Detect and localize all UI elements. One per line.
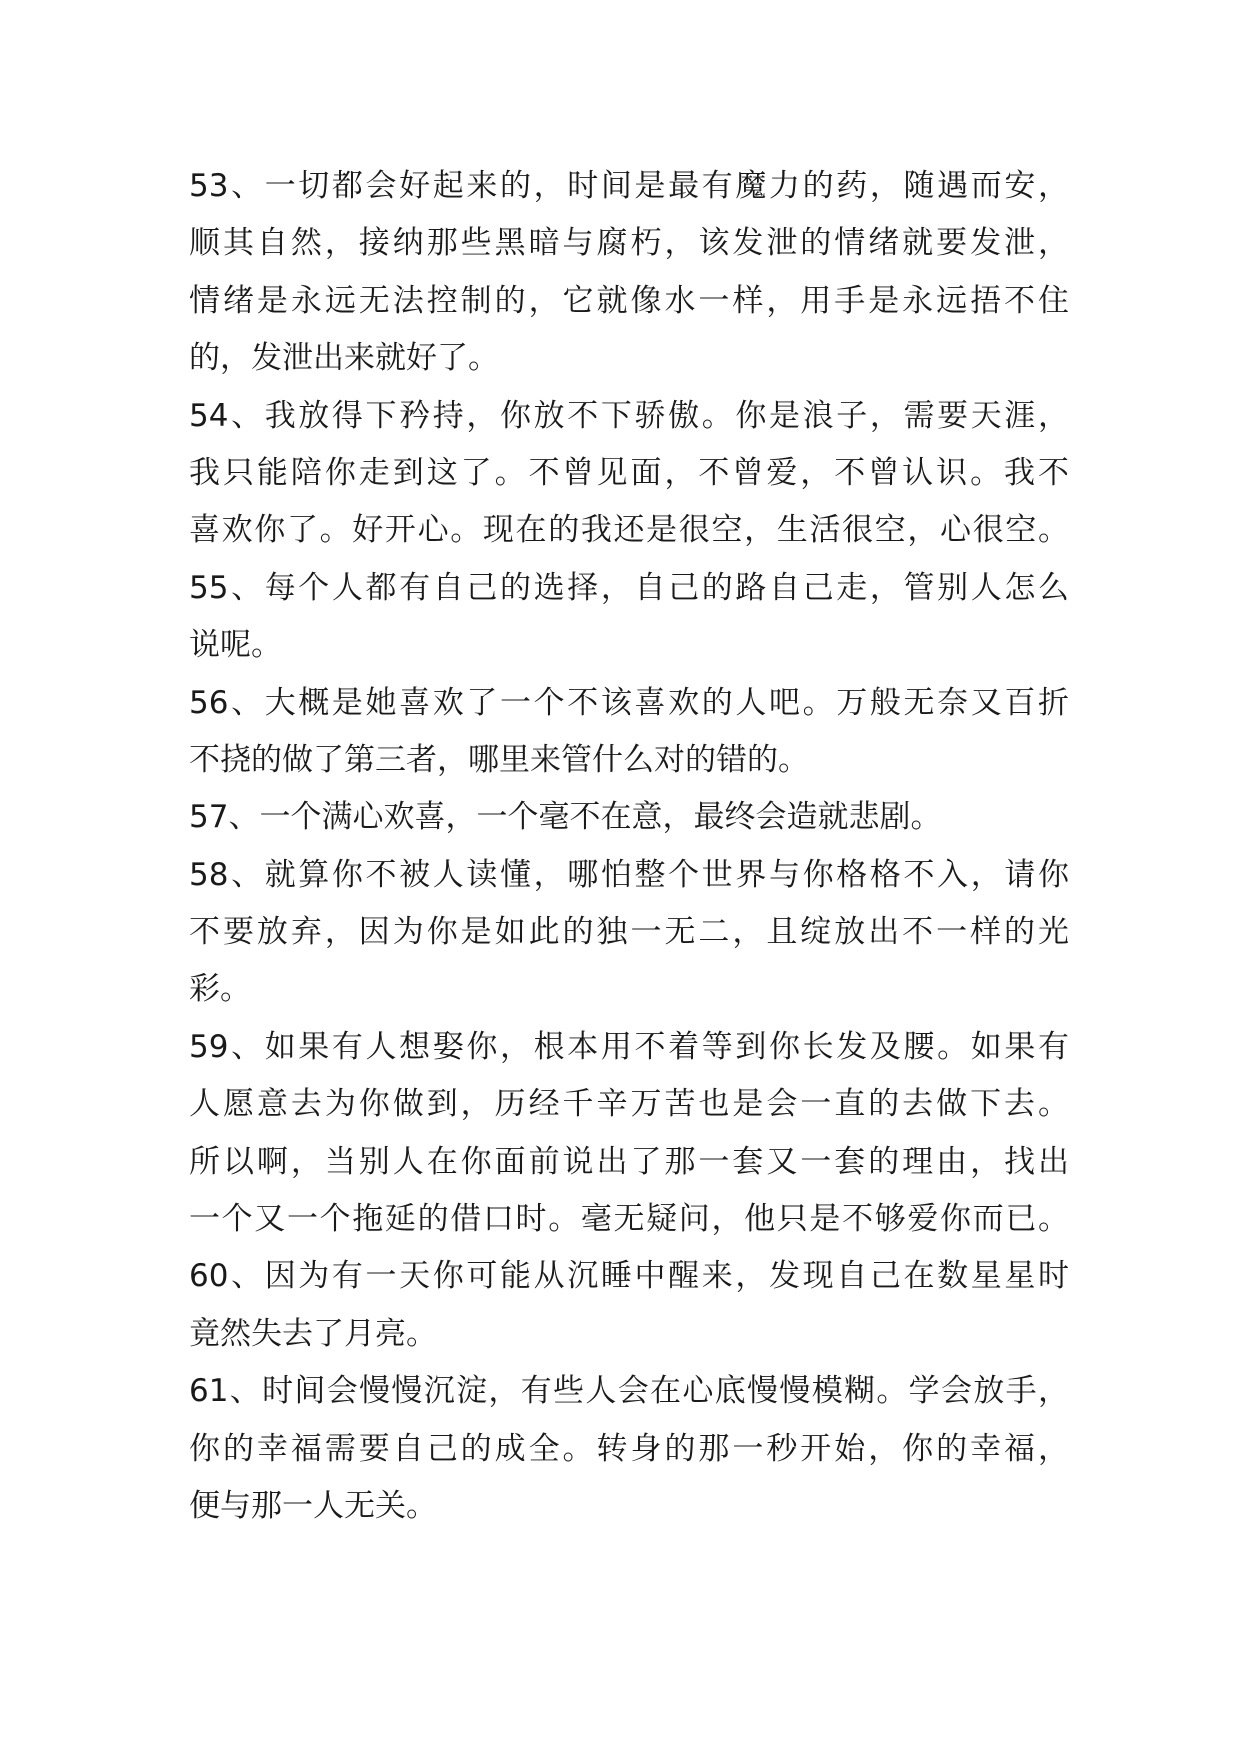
text-line: 59、如果有人想娶你，根本用不着等到你长发及腰。如果有 — [189, 1028, 1069, 1065]
text-line: 我只能陪你走到这了。不曾见面，不曾爱，不曾认识。我不 — [189, 454, 1069, 491]
text-line: 彩。 — [189, 971, 251, 1008]
text-line: 不要放弃，因为你是如此的独一无二，且绽放出不一样的光 — [189, 914, 1069, 951]
text-line: 的，发泄出来就好了。 — [189, 340, 499, 377]
text-line: 便与那一人无关。 — [189, 1487, 437, 1524]
text-line: 你的幸福需要自己的成全。转身的那一秒开始，你的幸福， — [189, 1430, 1069, 1467]
text-line: 说呢。 — [189, 627, 282, 664]
text-line: 61、时间会慢慢沉淀，有些人会在心底慢慢模糊。学会放手， — [189, 1373, 1069, 1410]
text-line: 顺其自然，接纳那些黑暗与腐朽，该发泄的情绪就要发泄， — [189, 225, 1069, 262]
text-line: 所以啊，当别人在你面前说出了那一套又一套的理由，找出 — [189, 1143, 1069, 1180]
text-line: 喜欢你了。好开心。现在的我还是很空，生活很空，心很空。 — [189, 512, 1069, 549]
text-line: 54、我放得下矜持，你放不下骄傲。你是浪子，需要天涯， — [189, 397, 1069, 434]
text-line: 一个又一个拖延的借口时。毫无疑问，他只是不够爱你而已。 — [189, 1201, 1069, 1238]
text-line: 53、一切都会好起来的，时间是最有魔力的药，随遇而安， — [189, 168, 1069, 204]
text-line: 不挠的做了第三者，哪里来管什么对的错的。 — [189, 741, 809, 778]
document-body — [189, 158, 1069, 1535]
text-line: 竟然失去了月亮。 — [189, 1315, 437, 1352]
text-line: 60、因为有一天你可能从沉睡中醒来，发现自己在数星星时 — [189, 1258, 1069, 1295]
text-line: 58、就算你不被人读懂，哪怕整个世界与你格格不入，请你 — [189, 856, 1069, 893]
text-line: 57、一个满心欢喜，一个毫不在意，最终会造就悲剧。 — [189, 799, 942, 836]
text-line: 55、每个人都有自己的选择，自己的路自己走，管别人怎么 — [189, 569, 1069, 606]
text-line: 情绪是永远无法控制的，它就像水一样，用手是永远捂不住 — [189, 282, 1069, 319]
text-line: 人愿意去为你做到，历经千辛万苦也是会一直的去做下去。 — [189, 1086, 1069, 1123]
text-line: 56、大概是她喜欢了一个不该喜欢的人吧。万般无奈又百折 — [189, 684, 1069, 721]
